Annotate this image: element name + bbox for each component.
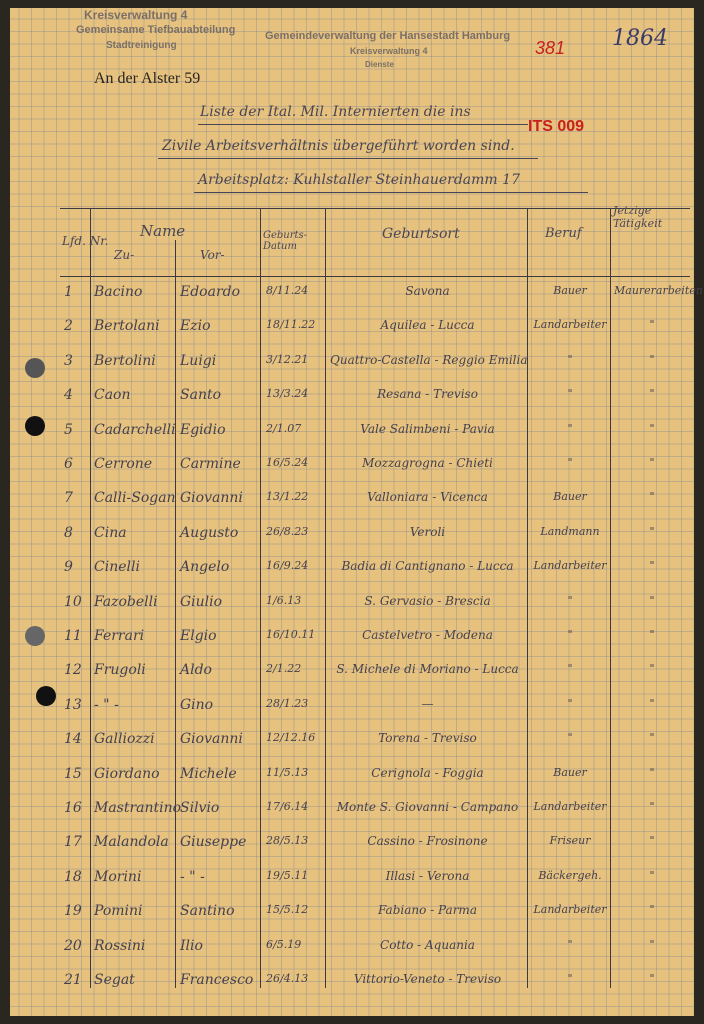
title-underline-3 xyxy=(194,192,588,193)
cell-nr: 20 xyxy=(64,937,82,954)
stamp-center-line1: Gemeindeverwaltung der Hansestadt Hamburg xyxy=(265,30,511,42)
stamp-left-line2: Gemeinsame Tiefbauabteilung xyxy=(76,24,236,36)
document-page xyxy=(10,8,703,1016)
cell-zu: Fazobelli xyxy=(94,593,158,610)
cell-date: 13/3.24 xyxy=(266,387,309,401)
cell-date: 11/5.13 xyxy=(266,765,309,779)
cell-vor: Silvio xyxy=(180,800,220,816)
cell-vor: Elgio xyxy=(180,628,217,644)
cell-date: 12/12.16 xyxy=(266,731,316,745)
cell-vor: Giulio xyxy=(180,593,223,610)
cell-taet: " xyxy=(649,593,655,607)
cell-ort: Illasi - Verona xyxy=(385,868,470,883)
cell-date: 16/9.24 xyxy=(266,559,309,573)
cell-beruf: " xyxy=(567,731,573,745)
cell-zu: - " - xyxy=(94,696,119,713)
cell-ort: Vale Salimbeni - Pavia xyxy=(360,421,495,436)
cell-ort: Aquilea - Lucca xyxy=(380,318,475,333)
cell-ort: Monte S. Giovanni - Campano xyxy=(336,800,519,814)
stamp-center-line3: Dienste xyxy=(365,60,394,69)
cell-taet: " xyxy=(649,834,655,848)
cell-vor: Ezio xyxy=(180,318,211,335)
cell-zu: Frugoli xyxy=(94,662,146,679)
cell-date: 26/4.13 xyxy=(266,972,309,985)
cell-beruf: " xyxy=(567,387,573,401)
cell-vor: Luigi xyxy=(180,352,217,369)
cell-zu: Cinelli xyxy=(94,559,140,576)
cell-zu: Rossini xyxy=(94,937,146,954)
cell-nr: 10 xyxy=(64,593,82,610)
cell-nr: 1 xyxy=(64,284,73,300)
cell-ort: Veroli xyxy=(409,524,446,539)
cell-beruf: " xyxy=(567,696,573,710)
cell-ort: Vittorio-Veneto - Treviso xyxy=(353,972,502,986)
cell-date: 16/10.11 xyxy=(266,628,316,641)
cell-ort: — xyxy=(421,696,434,711)
cell-zu: Calli-Sogan xyxy=(94,490,176,507)
cell-date: 3/12.21 xyxy=(266,352,309,366)
cell-beruf: Bauer xyxy=(553,765,587,779)
cell-taet: " xyxy=(649,731,655,745)
title-line-2: Zivile Arbeitsverhältnis übergeführt worden sind. xyxy=(162,138,515,154)
header-taetigkeit: Jetzige Tätigkeit xyxy=(613,204,663,230)
cell-beruf: Bauer xyxy=(553,284,587,297)
cell-ort: S. Gervasio - Brescia xyxy=(364,593,491,608)
cell-ort: Badia di Cantignano - Lucca xyxy=(341,559,514,574)
cell-zu: Bertolani xyxy=(94,318,160,335)
cell-beruf: Landarbeiter xyxy=(533,800,607,813)
cell-vor: Giovanni xyxy=(180,490,243,507)
cell-beruf: " xyxy=(567,972,573,985)
cell-nr: 11 xyxy=(64,628,82,644)
cell-nr: 16 xyxy=(64,800,82,816)
cell-ort: Savona xyxy=(405,284,450,298)
cell-beruf: Bauer xyxy=(553,490,587,504)
cell-vor: Edoardo xyxy=(180,284,241,300)
title-line-1: Liste der Ital. Mil. Internierten die ins xyxy=(200,104,471,120)
cell-date: 17/6.14 xyxy=(266,800,309,813)
cell-nr: 19 xyxy=(64,903,82,920)
cell-vor: Aldo xyxy=(180,662,212,679)
cell-taet: " xyxy=(649,490,655,504)
cell-date: 2/1.22 xyxy=(266,662,302,676)
cell-taet: " xyxy=(649,524,655,538)
cell-beruf: " xyxy=(567,352,573,366)
cell-nr: 2 xyxy=(64,318,73,335)
cell-ort: Valloniara - Vicenca xyxy=(367,490,488,505)
cell-nr: 13 xyxy=(64,696,82,713)
header-geburtsdatum: Geburts-Datum xyxy=(263,230,308,252)
cell-nr: 3 xyxy=(64,352,73,369)
header-vor: Vor- xyxy=(200,248,225,262)
title-underline-1 xyxy=(198,124,528,125)
header-beruf: Beruf xyxy=(545,226,582,241)
cell-ort: Cassino - Frosinone xyxy=(367,834,488,849)
cell-zu: Cerrone xyxy=(94,456,153,472)
table-header-border xyxy=(60,276,690,277)
cell-vor: Francesco xyxy=(180,972,254,988)
cell-zu: Mastrantino xyxy=(94,800,182,816)
stamp-center-line2: Kreisverwaltung 4 xyxy=(350,46,428,56)
cell-nr: 4 xyxy=(64,387,73,404)
header-geburtsort: Geburtsort xyxy=(382,226,460,242)
cell-nr: 15 xyxy=(64,765,82,782)
cell-zu: Segat xyxy=(94,972,135,988)
cell-vor: Giuseppe xyxy=(180,834,247,851)
cell-taet: " xyxy=(649,972,655,985)
cell-vor: Santino xyxy=(180,903,235,920)
cell-zu: Morini xyxy=(94,868,142,885)
cell-date: 18/11.22 xyxy=(266,318,316,332)
cell-taet: " xyxy=(649,800,655,813)
cell-vor: Augusto xyxy=(180,524,239,541)
cell-date: 6/5.19 xyxy=(266,937,302,951)
col-divider xyxy=(90,208,91,988)
cell-ort: Quattro-Castella - Reggio Emilia xyxy=(330,352,528,367)
cell-nr: 14 xyxy=(64,731,82,748)
cell-date: 2/1.07 xyxy=(266,421,302,435)
col-divider xyxy=(325,208,326,988)
cell-date: 26/8.23 xyxy=(266,524,309,538)
header-name: Name xyxy=(140,222,186,240)
cell-nr: 12 xyxy=(64,662,82,679)
cell-ort: Castelvetro - Modena xyxy=(362,628,493,642)
cell-vor: Egidio xyxy=(180,421,226,438)
cell-nr: 9 xyxy=(64,559,73,576)
cell-taet: " xyxy=(649,456,655,469)
cell-beruf: Landarbeiter xyxy=(533,559,607,573)
cell-zu: Pomini xyxy=(94,903,143,920)
cell-zu: Cina xyxy=(94,524,127,541)
cell-taet: " xyxy=(649,903,655,917)
cell-date: 13/1.22 xyxy=(266,490,309,504)
cell-beruf: " xyxy=(567,593,573,607)
cell-nr: 18 xyxy=(64,868,82,885)
table-top-border xyxy=(60,208,690,209)
cell-date: 28/1.23 xyxy=(266,696,309,710)
cell-ort: Fabiano - Parma xyxy=(378,903,477,918)
cell-taet: " xyxy=(649,937,655,951)
cell-date: 19/5.11 xyxy=(266,868,309,882)
col-divider xyxy=(260,208,261,988)
cell-date: 1/6.13 xyxy=(266,593,302,607)
cell-vor: Michele xyxy=(180,765,237,782)
cell-nr: 21 xyxy=(64,972,82,988)
page-number-a: 381 xyxy=(535,38,566,58)
cell-beruf: " xyxy=(567,662,573,676)
cell-taet: " xyxy=(649,628,655,641)
stamp-left-line3: Stadtreinigung xyxy=(106,40,177,51)
page-number-b: 1864 xyxy=(612,26,668,51)
cell-ort: Mozzagrogna - Chieti xyxy=(362,456,493,470)
cell-beruf: " xyxy=(567,937,573,951)
cell-date: 15/5.12 xyxy=(266,903,309,917)
cell-vor: Angelo xyxy=(180,559,230,576)
cell-vor: Ilio xyxy=(180,937,203,954)
cell-zu: Caon xyxy=(94,387,131,404)
title-line-3: Arbeitsplatz: Kuhlstaller Steinhauerdamm 17 xyxy=(198,172,520,188)
col-divider xyxy=(610,208,611,988)
cell-taet: " xyxy=(649,318,655,332)
cell-ort: Torena - Treviso xyxy=(378,731,477,746)
cell-taet: " xyxy=(649,696,655,710)
cell-nr: 6 xyxy=(64,456,73,472)
cell-date: 16/5.24 xyxy=(266,456,309,469)
stamp-left-line1: Kreisverwaltung 4 xyxy=(84,8,188,22)
cell-beruf: Landmann xyxy=(540,524,600,538)
cell-beruf: Landarbeiter xyxy=(533,318,607,332)
cell-taet: Maurerarbeiten xyxy=(614,284,703,297)
cell-taet: " xyxy=(649,765,655,779)
punch-hole xyxy=(25,416,45,436)
cell-zu: Bacino xyxy=(94,284,143,300)
cell-ort: Resana - Treviso xyxy=(377,387,478,402)
address: An der Alster 59 xyxy=(94,70,201,87)
cell-beruf: Bäckergeh. xyxy=(538,868,602,882)
cell-taet: " xyxy=(649,559,655,573)
cell-beruf: Friseur xyxy=(549,834,591,848)
cell-beruf: Landarbeiter xyxy=(533,903,607,917)
cell-ort: Cotto - Aquania xyxy=(380,937,475,952)
cell-beruf: " xyxy=(567,421,573,435)
its-code: ITS 009 xyxy=(528,118,585,135)
cell-zu: Bertolini xyxy=(94,352,156,369)
cell-taet: " xyxy=(649,387,655,401)
cell-nr: 8 xyxy=(64,524,73,541)
punch-hole xyxy=(25,626,45,646)
cell-date: 28/5.13 xyxy=(266,834,309,848)
cell-zu: Ferrari xyxy=(94,628,145,644)
cell-nr: 7 xyxy=(64,490,73,507)
punch-hole xyxy=(25,358,45,378)
col-divider xyxy=(527,208,528,988)
punch-hole xyxy=(36,686,56,706)
cell-zu: Malandola xyxy=(94,834,169,851)
cell-beruf: " xyxy=(567,628,573,641)
cell-ort: S. Michele di Moriano - Lucca xyxy=(336,662,519,677)
cell-zu: Giordano xyxy=(94,765,160,782)
cell-nr: 5 xyxy=(64,421,73,438)
cell-taet: " xyxy=(649,352,655,366)
cell-beruf: " xyxy=(567,456,573,469)
cell-taet: " xyxy=(649,868,655,882)
cell-vor: Giovanni xyxy=(180,731,243,748)
cell-zu: Cadarchelli xyxy=(94,421,176,438)
cell-vor: Carmine xyxy=(180,456,241,472)
cell-nr: 17 xyxy=(64,834,82,851)
cell-date: 8/11.24 xyxy=(266,284,309,297)
cell-taet: " xyxy=(649,421,655,435)
header-nr: Lfd. Nr. xyxy=(62,234,109,248)
header-zu: Zu- xyxy=(114,248,135,262)
cell-vor: Santo xyxy=(180,387,222,404)
cell-ort: Cerignola - Foggia xyxy=(371,765,484,780)
cell-vor: Gino xyxy=(180,696,214,713)
title-underline-2 xyxy=(158,158,538,159)
cell-zu: Galliozzi xyxy=(94,731,155,748)
cell-vor: - " - xyxy=(180,868,205,885)
cell-taet: " xyxy=(649,662,655,676)
col-divider-name xyxy=(175,240,176,988)
